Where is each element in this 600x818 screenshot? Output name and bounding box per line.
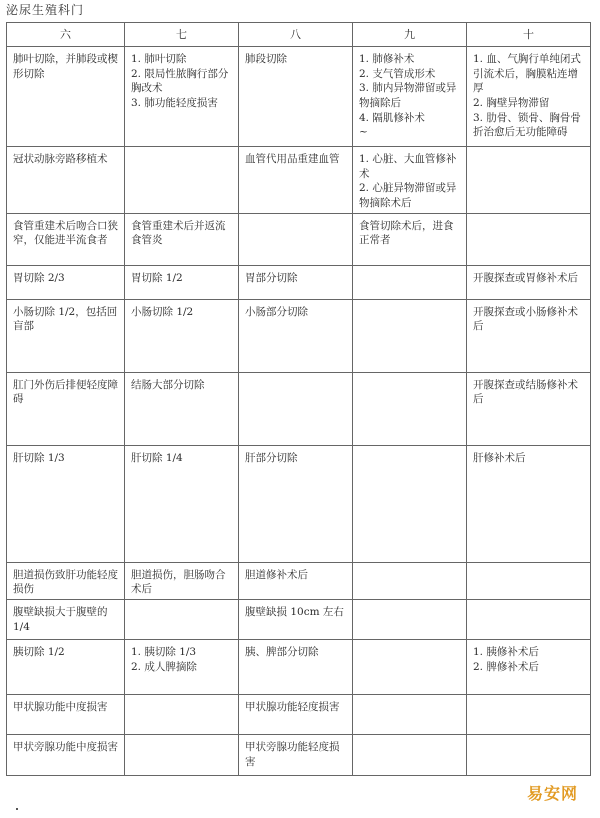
table-cell: [125, 147, 239, 214]
table-cell: [353, 372, 467, 445]
cell-line: 甲状腺功能中度损害: [13, 701, 108, 714]
cell-line: 1. 胰切除 1/3: [131, 646, 197, 659]
watermark-logo: 易安网: [526, 784, 578, 803]
table-cell: [125, 600, 239, 640]
table-cell: [239, 213, 353, 265]
table-cell: [239, 562, 353, 599]
page-header: 泌尿生殖科门: [6, 3, 85, 17]
table-cell: [239, 640, 353, 695]
column-header: 九: [353, 23, 467, 47]
table-cell: [239, 600, 353, 640]
table-cell: [239, 372, 353, 445]
cell-line: 2. 胸壁异物滞留: [473, 97, 550, 110]
table-cell: [125, 265, 239, 299]
table-cell: [239, 147, 353, 214]
cell-line: 胃切除 1/2: [131, 271, 183, 284]
cell-line: 开腹探查或小肠修补术后: [473, 305, 578, 333]
cell-line: 胰切除 1/2: [13, 646, 65, 659]
table-cell: [239, 299, 353, 372]
cell-line: 冠状动脉旁路移植术: [13, 153, 108, 165]
table-row: [7, 562, 591, 599]
table-cell: [353, 265, 467, 299]
table-cell: [467, 600, 591, 640]
cell-line: 食管重建术后并返流食管炎: [131, 219, 226, 247]
table-cell: [7, 47, 125, 147]
table-cell: [125, 299, 239, 372]
table-cell: [125, 372, 239, 445]
table-cell: [125, 695, 239, 735]
cell-line: 3. 肋骨、锁骨、胸骨骨折治愈后无功能障碍: [473, 111, 581, 139]
cell-line: 3. 肺功能轻度损害: [131, 97, 218, 110]
table-cell: [7, 372, 125, 445]
table-cell: [467, 147, 591, 214]
table-cell: [353, 735, 467, 776]
cell-line: 肺叶切除，并肺段或楔形切除: [13, 53, 118, 80]
table-row: [7, 299, 591, 372]
table-cell: [7, 600, 125, 640]
table-row: [7, 735, 591, 776]
cell-line: ~: [359, 126, 368, 139]
cell-line: 肺段切除: [245, 53, 287, 65]
cell-line: 甲状旁腺功能轻度损害: [245, 741, 340, 768]
table-cell: [7, 299, 125, 372]
cell-line: 肝部分切除: [245, 451, 298, 464]
table-row: [7, 600, 591, 640]
cell-line: 血管代用品重建血管: [245, 153, 340, 165]
stray-mark: [16, 808, 18, 810]
cell-line: 腹壁缺损大于腹壁的 1/4: [13, 606, 108, 633]
cell-line: 肝切除 1/3: [13, 451, 65, 464]
table-row: [7, 213, 591, 265]
column-header: 八: [239, 23, 353, 47]
cell-line: 胃部分切除: [245, 271, 298, 284]
cell-line: 食管重建术后吻合口狭窄，仅能进半流食者: [13, 219, 118, 247]
table-cell: [467, 735, 591, 776]
cell-line: 1. 肺叶切除: [131, 53, 187, 65]
table-cell: [125, 213, 239, 265]
table-cell: [467, 695, 591, 735]
disability-grade-table: [6, 22, 591, 776]
table-row: [7, 640, 591, 695]
table-row: [7, 445, 591, 562]
table-cell: [353, 600, 467, 640]
cell-line: 胆道修补术后: [245, 568, 308, 581]
table-cell: [353, 562, 467, 599]
table-cell: [7, 640, 125, 695]
table-cell: [239, 695, 353, 735]
table-cell: [239, 445, 353, 562]
cell-line: 1. 血、气胸行单纯闭式引流术后，胸膜粘连增厚: [473, 53, 581, 95]
cell-line: 2. 心脏异物滞留或异物摘除术后: [359, 182, 457, 210]
cell-line: 肝切除 1/4: [131, 451, 183, 464]
table-cell: [353, 640, 467, 695]
cell-line: 1. 胰修补术后: [473, 646, 539, 659]
table-cell: [467, 265, 591, 299]
table-cell: [125, 562, 239, 599]
table-cell: [467, 372, 591, 445]
table-cell: [467, 562, 591, 599]
table-row: [7, 695, 591, 735]
cell-line: 2. 脾修补术后: [473, 660, 539, 673]
table-cell: [239, 47, 353, 147]
table-row: [7, 265, 591, 299]
cell-line: 2. 支气管成形术: [359, 67, 436, 80]
table-cell: [7, 695, 125, 735]
cell-line: 结肠大部分切除: [131, 378, 205, 391]
cell-line: 4. 隔肌修补术: [359, 111, 425, 124]
column-header: 七: [125, 23, 239, 47]
cell-line: 肝修补术后: [473, 451, 526, 464]
table-cell: [125, 640, 239, 695]
column-header: 十: [467, 23, 591, 47]
table-cell: [7, 213, 125, 265]
table-cell: [7, 445, 125, 562]
cell-line: 肛门外伤后排便轻度障碍: [13, 378, 118, 406]
cell-line: 小肠切除 1/2: [131, 305, 194, 318]
table-row: [7, 47, 591, 147]
table-cell: [467, 213, 591, 265]
cell-line: 胆道损伤致肝功能轻度损伤: [13, 568, 118, 596]
table-row: [7, 372, 591, 445]
table-cell: [467, 640, 591, 695]
cell-line: 2. 成人脾摘除: [131, 660, 197, 673]
cell-line: 甲状腺功能轻度损害: [245, 701, 340, 714]
table-cell: [7, 147, 125, 214]
table-cell: [353, 695, 467, 735]
cell-line: 1. 肺修补术: [359, 53, 415, 65]
table-cell: [7, 562, 125, 599]
table-row: [7, 147, 591, 214]
table-cell: [467, 299, 591, 372]
column-header: 六: [7, 23, 125, 47]
cell-line: 甲状旁腺功能中度损害: [13, 741, 118, 754]
table-cell: [353, 445, 467, 562]
table-cell: [353, 213, 467, 265]
table-cell: [353, 299, 467, 372]
table-cell: [467, 47, 591, 147]
table-cell: [239, 735, 353, 776]
table-cell: [239, 265, 353, 299]
cell-line: 3. 肺内异物滞留或异物摘除后: [359, 82, 457, 110]
cell-line: 胃切除 2/3: [13, 271, 65, 284]
cell-line: 腹壁缺损 10cm 左右: [245, 606, 344, 619]
table-cell: [125, 47, 239, 147]
table-cell: [125, 735, 239, 776]
cell-line: 开腹探查或胃修补术后: [473, 271, 578, 284]
cell-line: 胆道损伤，胆肠吻合术后: [131, 568, 226, 596]
table-cell: [7, 735, 125, 776]
table-cell: [125, 445, 239, 562]
table-cell: [353, 47, 467, 147]
cell-line: 开腹探查或结肠修补术后: [473, 378, 578, 406]
cell-line: 小肠切除 1/2，包括回盲部: [13, 305, 118, 333]
table-cell: [467, 445, 591, 562]
cell-line: 2. 限局性脓胸行部分胸改术: [131, 67, 229, 95]
table-cell: [7, 265, 125, 299]
table-cell: [353, 147, 467, 214]
table-header-row: [7, 23, 591, 47]
cell-line: 食管切除术后，进食正常者: [359, 219, 454, 247]
cell-line: 小肠部分切除: [245, 305, 308, 318]
cell-line: 1. 心脏、大血管修补术: [359, 153, 457, 180]
cell-line: 胰、脾部分切除: [245, 646, 319, 659]
